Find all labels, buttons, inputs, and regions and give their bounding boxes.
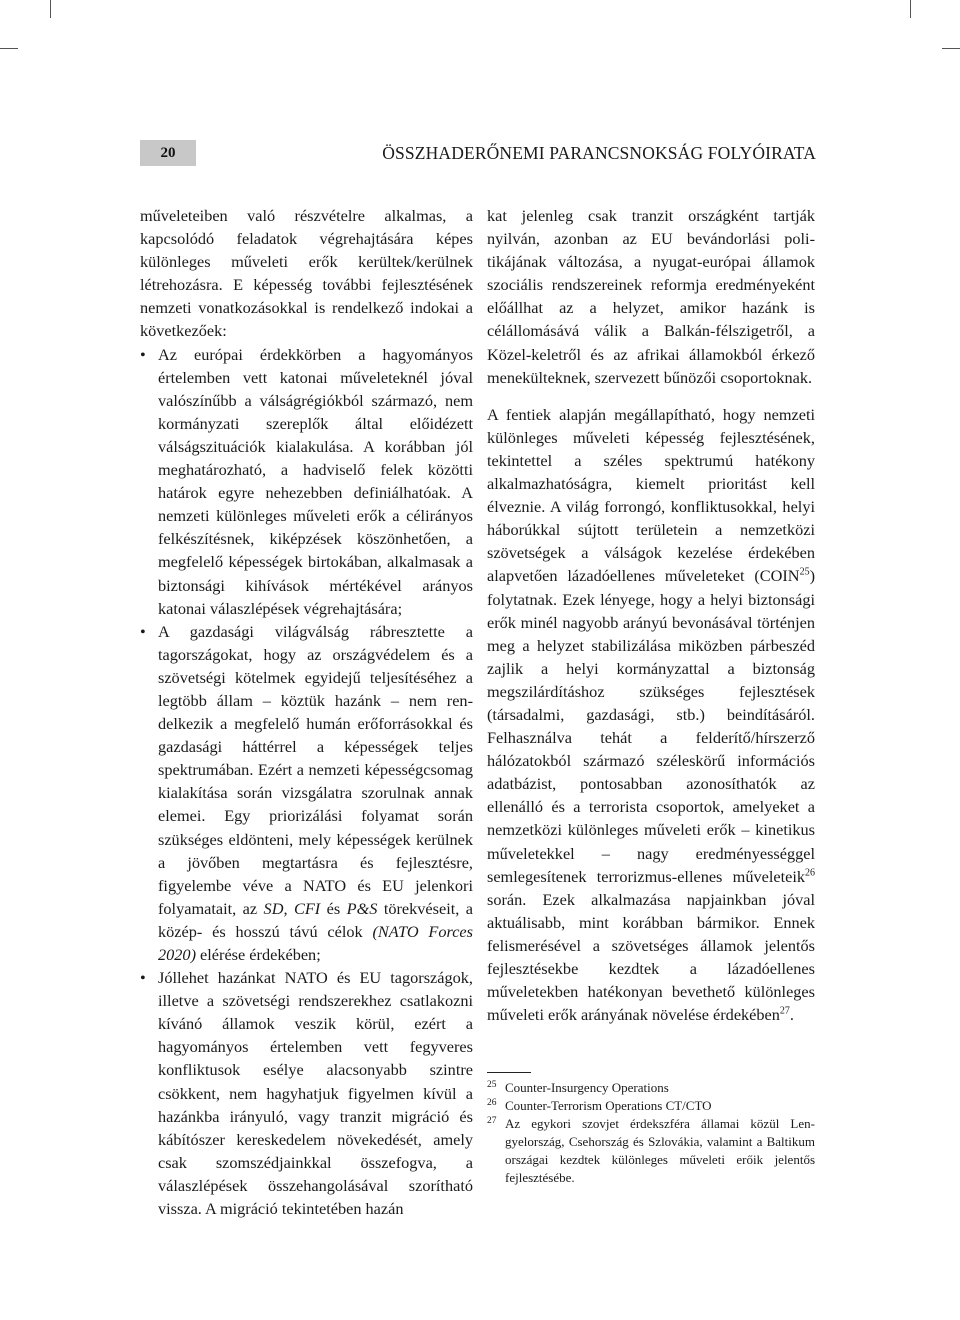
footnote-ref: 27 [779, 1005, 790, 1017]
bullet-list [140, 343, 473, 1221]
footnote-number: 27 [487, 1116, 497, 1126]
page-number: 20 [140, 140, 196, 166]
crop-mark [50, 0, 51, 18]
running-header [140, 140, 816, 166]
bullet-item-crisis [140, 343, 473, 620]
footnote-item [487, 1115, 815, 1187]
bullet-text: elérése érdekében; [195, 945, 321, 964]
italic-term: SD, CFI [263, 898, 321, 918]
paragraph-text: ) folytatnak. Ezek lényege, hogy a helyi biztonsági erők minél nagyobb arányú bevonásával történjen meg a helyzet stabilizálása miközben párbeszéd zajlik a helyi kormányzattal a biztonság megszilárdításhoz szükséges fejlesztések (társadalmi, gazdasági, stb.) beindításáról. Felhasználva tehát a felderítő/hírszerző hálózatokból származó széleskörű információs adatbázist, pontosabban azonosíthatók az ellenálló és a terrorista csoportok, amelyeket a nemzetközi különleges műveleti erők – kinetikus műveletekkel – nagy eredményességgel semlegesítenek terrorizmus-ellenes műveleteik [487, 566, 815, 886]
bullet-text: A gazdasági világválság rábresztette a tagországokat, hogy az országvédelem és a szövetségi kötelmek egyidejű teljesítéséhez a legtöbb állam – köztük hazánk – nem rendelkezik a megfelelő humán erőforrásokkal és gazdasági háttérrel a képességek teljes spektrumában. Ezért a nemzeti képességcsomag kialakítása során vizsgálatra szorulnak annak elemei. Egy priorizálási folyamat során szükséges eldönteni, mely képességek kerülnek a jövőben megtartásra és fejlesztésre, figyelembe véve a NATO és EU jelenkori folyamatait, az [158, 621, 473, 918]
crop-mark [0, 48, 18, 49]
right-column [487, 204, 815, 1026]
continuation-paragraph: kat jelenleg csak tranzit országként tartják nyilván, azonban az EU bevándorlási politikájának változása, a nyugat-európai államok szociális rendszereinek reformja eredményeként előállhat az a helyzet, amikor hazánk is célállomásává válik a Balkán-félszigetről, a Közel-keletről és az afrikai államokból érkező menekülteknek, szervezett bűnözői csoportoknak. [487, 206, 815, 387]
bullet-item-migration [140, 966, 473, 1220]
footnote-item [487, 1079, 815, 1097]
paragraph-text: A fentiek alapján megállapítható, hogy nemzeti különleges műveleti képesség fejlesztésének, tekintettel a széles spektrumú hatékony alkalmazhatóságra, kiemelt prioritást kell élveznie. A világ forrongó, konfliktusokkal, helyi háborúkkal sújtott területein a nemzetközi szövetségek a válságok kezelése érdekében alapvetően lázadóellenes műveleteket (COIN [487, 404, 815, 586]
bullet-text: Az európai érdekkörben a hagyományos értelemben vett katonai műveleteknél jóval valószínűbb a válságrégiókból származó, nem kormányzati szereplők által előidézett válságszituációk kialakulása. A korábban jól meghatározható, a hadviselő felek közötti határok egyre nehezebben definiálhatóak. A nemzeti különleges műveleti erők a célirányos felkészítésnek, kiképzések köszönhetően, a megfelelő képességek birtokában, alkalmasak a biztonsági kihívások mértékével arányos katonai válaszlépések végrehajtására; [158, 344, 473, 618]
paragraph-text: . [789, 1005, 794, 1025]
footnote-ref: 25 [799, 566, 810, 578]
footnotes [487, 1079, 815, 1187]
footnote-text: Az egykori szovjet érdekszféra államai közül Lengyelország, Csehország és Szlovákia, valamint a Baltikum országai kezdtek különleges műveleti erőik jelentős fejlesztésébe. [505, 1116, 815, 1185]
footnote-text: Counter-Insurgency Operations [505, 1080, 669, 1095]
italic-term: P&S [346, 898, 378, 918]
footnote-ref: 26 [805, 867, 815, 879]
bullet-text: törekvéseit, a közép- és hosszú távú célok [158, 898, 473, 941]
crop-mark [910, 0, 911, 18]
footnote-item [487, 1097, 815, 1115]
bullet-text: Jóllehet hazánkat NATO és EU tagországok, illetve a szövetségi rendszerekhez csatlakozni kívánó államok veszik körül, ezért a hagyományos értelemben vett fegyveres konfliktusok esélye alacsonyabb szintre csökkent, nem hagyhatjuk figyelmen kívül a hazánkba irányuló, vagy tranzit migráció és kábítószer kereskedelem növekedését, amely csak szomszédjainkkal összefogva, a válaszlépések összehangolásával szorítható vissza. A migráció tekintetében hazán [158, 968, 473, 1219]
footnote-text: Counter-Terrorism Operations CT/CTO [505, 1098, 712, 1113]
intro-paragraph: műveleteiben való részvételre alkalmas, a kapcsolódó feladatok végrehajtására képes különleges műveleti erők kerültek/kerülnek létrehozásra. E képesség további fejlesztésének nemzeti vonatkozásokkal is rendelkező indokai a következőek: [140, 206, 473, 341]
left-column [140, 204, 473, 1220]
journal-title: ÖSSZHADERŐNEMI PARANCSNOKSÁG FOLYÓIRATA [382, 143, 816, 163]
main-paragraph [487, 403, 815, 1027]
footnote-number: 26 [487, 1098, 497, 1108]
bullet-item-economy [140, 620, 473, 966]
bullet-text: és [320, 898, 347, 918]
italic-term: (NATO Forces 2020) [158, 921, 473, 964]
paragraph-text: során. Ezek alkalmazása napjainkban jóval aktuálisabb, mint korábban bármikor. Ennek felismerésével a szövetséges államok jelentős fejlesztésekbe kezdtek a lázadóellenes műveletekben hatékonyan bevethető különleges műveleti erők arányának növelése érdekében [487, 889, 815, 1025]
crop-mark [942, 48, 960, 49]
footnote-number: 25 [487, 1080, 497, 1090]
footnote-separator [487, 1072, 531, 1073]
